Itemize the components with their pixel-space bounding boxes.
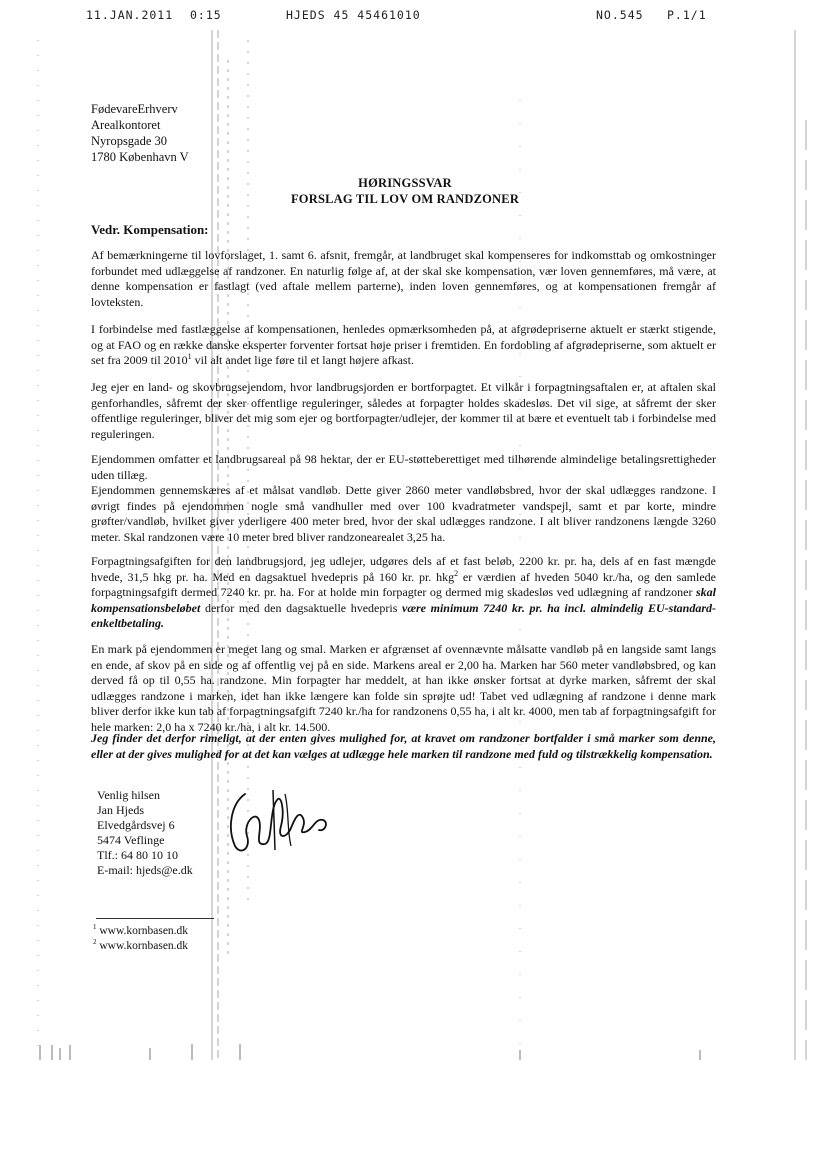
paragraph-text: Forpagtningsafgiften for den landbrugsjord, jeg udlejer, udgøres dels af et fast beløb, 2200 kr. pr. ha, dels af en fast mængde hvede, 31,5 hkg pr. ha. Med en dagsaktuel hvedepris på 160 kr. pr. hkg bbox=[91, 554, 716, 584]
footnotes bbox=[93, 924, 188, 954]
paragraph-text: er værdien af hveden 5040 kr./ha, og den samlede forpagtningsafgift dermed 7240 kr. pr. ha. For at holde min forpagter og dermed mig skadesløs ved udlægning af randzoner bbox=[91, 569, 716, 600]
closing-greeting: Venlig hilsen bbox=[97, 788, 160, 802]
sender-phone: Tlf.: 64 80 10 10 bbox=[97, 848, 178, 862]
heading-title: HØRINGSSVAR bbox=[358, 176, 452, 190]
footnote-item bbox=[93, 939, 188, 954]
address-line: FødevareErhverv bbox=[91, 102, 178, 116]
footnote-mark: 1 bbox=[93, 923, 97, 932]
fax-page-number: P.1/1 bbox=[667, 8, 707, 22]
paragraph-lease: Jeg ejer en land- og skovbrugsejendom, hvor landbrugsjorden er bortforpagtet. Et vilkår i forpagtningsaftalen er, at aftalen skal genforhandles, såfremt der sker offentlige reguleringer, således at forpagter holdes skadesløs. Det vil sige, at såfremt der sker offentlige reguleringer, bliver det mig som ejer og bortforpagter/udlejer, der kommer til at bære et eventuelt tab i forbindelse med reguleringen. bbox=[91, 380, 716, 441]
address-line: 1780 København V bbox=[91, 150, 189, 164]
fax-header bbox=[0, 8, 826, 24]
footnote-divider bbox=[96, 918, 214, 919]
paragraph-watercourse: Ejendommen gennemskæres af et målsat vandløb. Dette giver 2860 meter vandløbsbred, hvor der skal udlægges randzone. I øvrigt findes på ejendommen nogle små vandhuller med over 100 kvadratmeter vandspejl, samt et par korte, mindre grøfter/vandløb, hvilket giver yderligere 400 meter bred, hvor der skal udlægges randzone. I alt bliver randzonens længde 3260 meter. Skal randzonen være 10 meter bred bliver randzonearealet 3,25 ha. bbox=[91, 483, 716, 544]
fax-time: 0:15 bbox=[190, 8, 222, 22]
fax-sender: HJEDS 45 45461010 bbox=[286, 8, 421, 22]
emphasis-text: skal kompensationsbeløbet bbox=[91, 585, 716, 615]
paragraph-compensation: Af bemærkningerne til lovforslaget, 1. samt 6. afsnit, fremgår, at landbruget skal kompenseres for indkomsttab og omkostninger forbundet med udlæggelse af randzoner. En naturlig følge af, at der skal ske kompensation, vær loven gennemføres, må være, at denne kompensation er fastlagt (ved aftale mellem parterne), inden loven gennemføres, og at kompensationen fremgår af lovteksten. bbox=[91, 248, 716, 309]
paragraph-text: I forbindelse med fastlæggelse af kompensationen, henledes opmærksomheden på, at afgrødepriserne aktuelt er stærkt stigende, og at FAO og en række danske eksperter forventer fortsat høje priser i fremtiden. En fordobling af afgrødepriserne, som aktuelt er set fra 2009 til 2010 bbox=[91, 322, 716, 368]
paragraph-text: derfor med den dagsaktuelle hvedepris bbox=[200, 600, 402, 615]
sender-city: 5474 Veflinge bbox=[97, 833, 165, 847]
footnote-text: www.kornbasen.dk bbox=[96, 940, 189, 952]
footnote-text: www.kornbasen.dk bbox=[96, 925, 189, 937]
emphasis-text: være minimum 7240 kr. pr. ha incl. almindelig EU-standard-enkeltbetaling. bbox=[91, 600, 716, 631]
paragraph-field: En mark på ejendommen er meget lang og smal. Marken er afgrænset af ovennævnte målsatte vandløb på en langside samt langs en ende, af skov på en side og af offentlig vej på en side. Markens areal er 2,00 ha. Marken har 560 meter vandløbsbred, og kan derved få op til 0,55 ha. randzone. Min forpagter har meddelt, at han ikke ønsker fortsat at dyrke marken, såfremt der skal udlægges randzone i marken, idet han ikke længere kan folde sin sprøjte ud! Tabet ved udlægning af randzone i denne mark bliver derfor ikke kun tab af forpagtningsafgift 7240 kr./ha for randzonens 0,55 ha, i alt kr. 4000, men tab af forpagtningsafgift for hele marken: 2,0 ha x 7240 kr./ha, i alt kr. 14.500. bbox=[91, 642, 716, 734]
footnote-ref: 2 bbox=[454, 568, 459, 578]
recipient-address bbox=[91, 101, 291, 165]
paragraph-lease-fee bbox=[91, 554, 716, 632]
paragraph-conclusion: Jeg finder det derfor rimeligt, at der enten gives mulighed for, at kravet om randzoner bortfalder i små marker som denne, eller at der gives mulighed for at det kan vælges at udlægge hele marken til randzone med fuld og tilstrækkelig kompensation. bbox=[91, 731, 716, 761]
address-line: Nyropsgade 30 bbox=[91, 134, 168, 148]
paragraph-text: vil alt andet lige føre til et langt højere afkast. bbox=[191, 353, 414, 368]
sender-name: Jan Hjeds bbox=[97, 803, 144, 817]
sender-street: Elvedgårdsvej 6 bbox=[97, 818, 175, 832]
footnote-ref: 1 bbox=[187, 352, 192, 362]
fax-number: NO.545 bbox=[596, 8, 644, 22]
fax-date: 11.JAN.2011 bbox=[86, 8, 174, 22]
heading-subtitle: FORSLAG TIL LOV OM RANDZONER bbox=[290, 192, 520, 206]
paragraph-prices bbox=[91, 322, 716, 369]
document-heading bbox=[240, 175, 570, 207]
address-line: Arealkontoret bbox=[91, 118, 161, 132]
footnote-item bbox=[93, 924, 188, 939]
subject-line: Vedr. Kompensation: bbox=[91, 222, 209, 237]
paragraph-property: Ejendommen omfatter et landbrugsareal på 98 hektar, der er EU-støtteberettiget med tilhørende almindelige betalingsrettigheder uden tillæg. bbox=[91, 452, 716, 482]
footnote-mark: 2 bbox=[93, 938, 97, 947]
sender-email: E-mail: hjeds@e.dk bbox=[97, 863, 193, 877]
handwritten-signature bbox=[225, 780, 335, 860]
